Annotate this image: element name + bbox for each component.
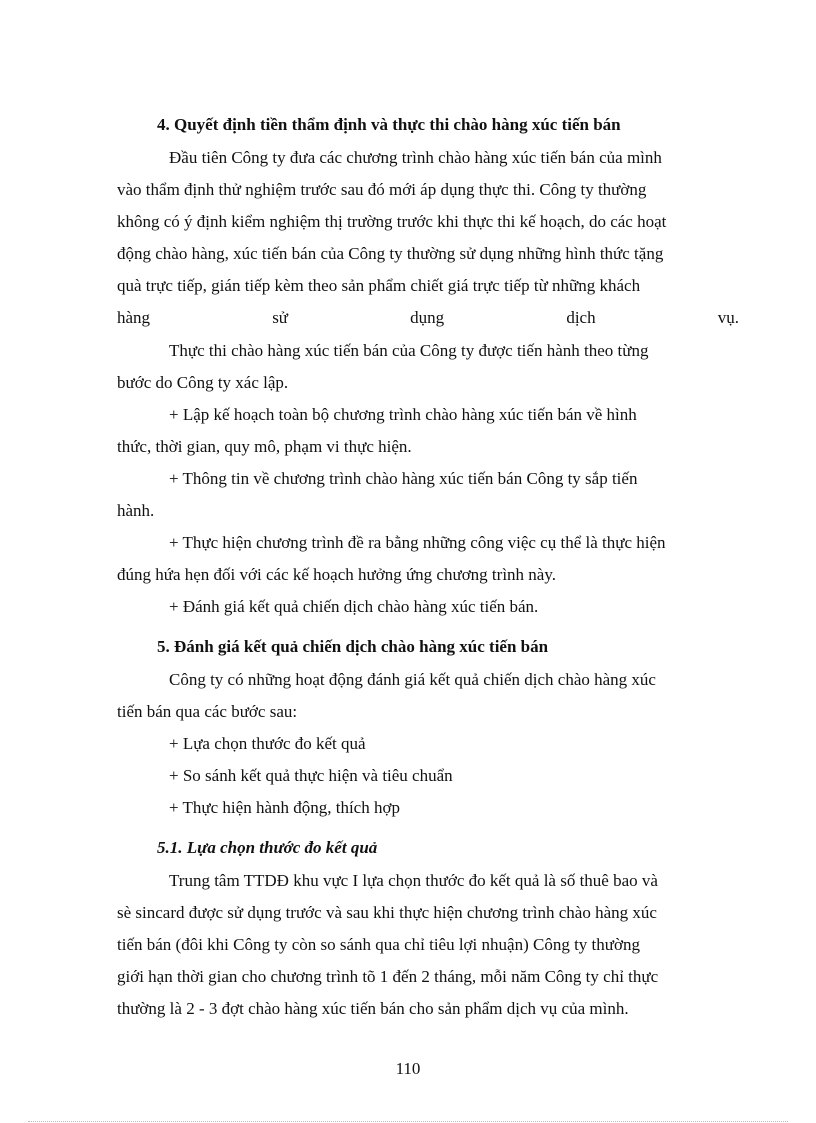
page-number: 110 (395, 1059, 421, 1078)
word: sử (272, 308, 289, 327)
bullet-2-line-2: hành. (117, 501, 155, 520)
bullet-3-line-1: + Thực hiện chương trình đề ra bằng những công việc cụ thể là thực hiện (169, 533, 666, 552)
paragraph-4-line-1: Trung tâm TTDĐ khu vực I lựa chọn thước đo kết quả là số thuê bao và (169, 871, 658, 890)
paragraph-4-line-4: giới hạn thời gian cho chương trình tõ 1 đến 2 tháng, mỗi năm Công ty chỉ thực (117, 967, 659, 986)
word: dịch (566, 308, 596, 327)
subsection-heading-5-1: 5.1. Lựa chọn thước đo kết quả (157, 838, 378, 857)
paragraph-2-line-1: Thực thi chào hàng xúc tiến bán của Công ty được tiến hành theo từng (169, 341, 649, 360)
paragraph-4-line-5: thường là 2 - 3 đợt chào hàng xúc tiến bán cho sản phẩm dịch vụ của mình. (117, 999, 629, 1018)
bullet-1-line-2: thức, thời gian, quy mô, phạm vi thực hiện. (117, 437, 412, 456)
footer-divider (28, 1121, 788, 1122)
paragraph-1-line-2: vào thẩm định thử nghiệm trước sau đó mới áp dụng thực thi. Công ty thường (117, 180, 647, 199)
paragraph-3-line-2: tiến bán qua các bước sau: (117, 702, 298, 721)
step-3: + Thực hiện hành động, thích hợp (169, 798, 400, 817)
section-heading-4: 4. Quyết định tiền thẩm định và thực thi chào hàng xúc tiến bán (157, 115, 621, 134)
step-1: + Lựa chọn thước đo kết quả (169, 734, 366, 753)
bullet-2-line-1: + Thông tin về chương trình chào hàng xúc tiến bán Công ty sắp tiến (169, 469, 638, 488)
paragraph-3-line-1: Công ty có những hoạt động đánh giá kết quả chiến dịch chào hàng xúc (169, 670, 656, 689)
word: dụng (410, 308, 445, 327)
paragraph-4-line-2: sè sincard được sử dụng trước và sau khi thực hiện chương trình chào hàng xúc (117, 903, 657, 922)
step-2: + So sánh kết quả thực hiện và tiêu chuẩn (169, 766, 453, 785)
section-heading-5: 5. Đánh giá kết quả chiến dịch chào hàng xúc tiến bán (157, 637, 549, 656)
paragraph-1-line-5: quà trực tiếp, gián tiếp kèm theo sản phẩm chiết giá trực tiếp từ những khách (117, 276, 641, 295)
word: hàng (117, 308, 151, 327)
paragraph-1-line-3: không có ý định kiểm nghiệm thị trường trước khi thực thi kế hoạch, do các hoạt (117, 212, 667, 231)
paragraph-4-line-3: tiến bán (đôi khi Công ty còn so sánh qua chỉ tiêu lợi nhuận) Công ty thường (117, 935, 640, 954)
bullet-4: + Đánh giá kết quả chiến dịch chào hàng xúc tiến bán. (169, 597, 539, 616)
word: vụ. (717, 308, 739, 327)
paragraph-2-line-2: bước do Công ty xác lập. (117, 373, 289, 392)
paragraph-1-line-4: động chào hàng, xúc tiến bán của Công ty thường sử dụng những hình thức tặng (117, 244, 664, 263)
bullet-3-line-2: đúng hứa hẹn đối với các kế hoạch hưởng ứng chương trình này. (117, 565, 556, 584)
bullet-1-line-1: + Lập kế hoạch toàn bộ chương trình chào hàng xúc tiến bán về hình (169, 405, 637, 424)
paragraph-1-line-6 (117, 307, 739, 329)
paragraph-1-line-1: Đầu tiên Công ty đưa các chương trình chào hàng xúc tiến bán của mình (169, 148, 662, 167)
